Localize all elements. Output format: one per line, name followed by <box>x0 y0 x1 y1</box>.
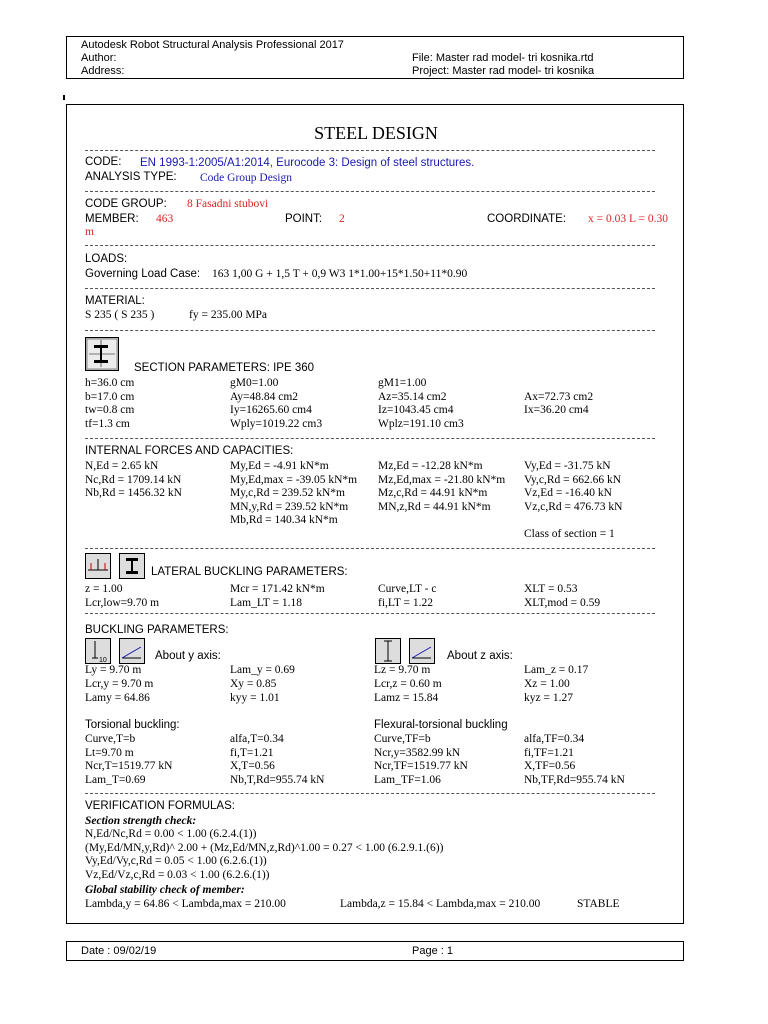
table-cell: gM1=1.00 <box>378 377 427 389</box>
table-cell: Ix=36.20 cm4 <box>524 404 589 416</box>
table-cell: Vy,c,Rd = 662.66 kN <box>524 473 622 486</box>
table-cell: kyy = 1.01 <box>230 692 280 704</box>
member-value: 463 <box>156 213 174 225</box>
forces-label: INTERNAL FORCES AND CAPACITIES: <box>85 445 294 457</box>
divider <box>85 191 655 192</box>
torsional-buckling-label: Torsional buckling: <box>85 719 180 731</box>
table-cell: Xy = 0.85 <box>230 678 277 690</box>
author-label: Author: <box>81 52 117 64</box>
table-cell: h=36.0 cm <box>85 377 135 389</box>
table-cell: Nb,Rd = 1456.32 kN <box>85 487 182 499</box>
table-cell: Wplz=191.10 cm3 <box>378 417 464 430</box>
table-cell: Lt=9.70 m <box>85 746 134 759</box>
table-cell: Ax=72.73 cm2 <box>524 390 594 403</box>
report-footer <box>66 941 684 961</box>
software-name: Autodesk Robot Structural Analysis Professional 2017 <box>81 39 344 51</box>
table-cell: MN,z,Rd = 44.91 kN*m <box>378 500 491 513</box>
steel-design-report <box>66 104 684 924</box>
table-cell: Mcr = 171.42 kN*m <box>230 583 325 595</box>
divider <box>85 330 655 331</box>
coordinate-value: x = 0.03 L = 0.30 <box>588 213 668 225</box>
y-axis-buckling-icon <box>85 638 111 664</box>
table-cell: kyz = 1.27 <box>524 692 573 704</box>
lambda-z-check: Lambda,z = 15.84 < Lambda,max = 210.00 <box>340 898 541 910</box>
member-label: MEMBER: <box>85 213 139 225</box>
table-cell: X,TF=0.56 <box>524 760 576 772</box>
section-class: Class of section = 1 <box>524 528 615 540</box>
slope-icon <box>119 638 145 664</box>
table-cell: Ay=48.84 cm2 <box>230 390 299 403</box>
table-cell: My,Ed = -4.91 kN*m <box>230 460 329 472</box>
table-cell: Mz,Ed = -12.28 kN*m <box>378 460 483 472</box>
file-name: File: Master rad model- tri kosnika.rtd <box>412 52 594 64</box>
governing-load-label: Governing Load Case: <box>85 268 201 280</box>
material-grade: S 235 ( S 235 ) <box>85 309 155 321</box>
table-cell: N,Ed = 2.65 kN <box>85 460 159 472</box>
table-cell: Lamy = 64.86 <box>85 692 150 704</box>
page-title: STEEL DESIGN <box>314 123 438 143</box>
report-date: Date : 09/02/19 <box>81 945 157 957</box>
table-cell: Iz=1043.45 cm4 <box>378 404 454 416</box>
analysis-type-value: Code Group Design <box>200 172 292 184</box>
table-cell: Vy,Ed = -31.75 kN <box>524 460 611 472</box>
table-cell: fi,LT = 1.22 <box>378 596 434 609</box>
verification-formula: Vz,Ed/Vz,c,Rd = 0.03 < 1.00 (6.2.6.(1)) <box>85 868 270 881</box>
point-label: POINT: <box>285 213 323 225</box>
table-cell: b=17.0 cm <box>85 390 135 403</box>
divider <box>85 150 655 151</box>
table-cell: Vz,c,Rd = 476.73 kN <box>524 500 623 513</box>
z-axis-buckling-icon <box>375 638 401 664</box>
divider <box>85 288 655 289</box>
table-cell: tf=1.3 cm <box>85 417 130 430</box>
table-cell: gM0=1.00 <box>230 377 279 389</box>
table-cell: Mz,Ed,max = -21.80 kN*m <box>378 473 506 486</box>
divider <box>85 245 655 246</box>
table-cell: X,T=0.56 <box>230 760 275 772</box>
table-cell: Iy=16265.60 cm4 <box>230 404 312 416</box>
page-number: Page : 1 <box>412 945 453 957</box>
table-cell: Nb,TF,Rd=955.74 kN <box>524 773 625 786</box>
loads-label: LOADS: <box>85 253 128 265</box>
table-cell: z = 1.00 <box>85 583 123 595</box>
table-cell: Az=35.14 cm2 <box>378 390 447 403</box>
section-icon <box>85 337 119 371</box>
table-cell: alfa,T=0.34 <box>230 733 284 745</box>
table-cell: My,c,Rd = 239.52 kN*m <box>230 487 345 499</box>
table-cell: fi,TF=1.21 <box>524 746 574 759</box>
coordinate-label: COORDINATE: <box>487 213 567 225</box>
beam-section-icon <box>119 553 145 579</box>
table-cell: Lam_LT = 1.18 <box>230 596 302 609</box>
slope-icon <box>409 638 435 664</box>
stability-status: STABLE <box>577 898 620 910</box>
table-cell: Ncr,T=1519.77 kN <box>85 760 173 772</box>
table-cell: Ncr,y=3582.99 kN <box>374 746 461 759</box>
verification-formula: N,Ed/Nc,Rd = 0.00 < 1.00 (6.2.4.(1)) <box>85 828 257 840</box>
table-cell: XLT = 0.53 <box>524 583 578 595</box>
code-group-label: CODE GROUP: <box>85 198 167 210</box>
table-cell: Ncr,TF=1519.77 kN <box>374 760 468 772</box>
table-cell: Mb,Rd = 140.34 kN*m <box>230 514 338 526</box>
buckling-label: BUCKLING PARAMETERS: <box>85 624 229 636</box>
table-cell: XLT,mod = 0.59 <box>524 596 601 609</box>
divider <box>85 438 655 439</box>
table-cell: Lcr,z = 0.60 m <box>374 678 442 690</box>
section-label: SECTION PARAMETERS: IPE 360 <box>134 362 315 374</box>
table-cell: Lcr,low=9.70 m <box>85 596 160 609</box>
address-label: Address: <box>81 65 125 77</box>
verification-label: VERIFICATION FORMULAS: <box>85 800 235 812</box>
table-cell: Vz,Ed = -16.40 kN <box>524 487 612 499</box>
lateral-buckling-icon <box>85 553 111 579</box>
table-cell: Lam_z = 0.17 <box>524 664 589 676</box>
table-cell: Curve,LT - c <box>378 583 437 595</box>
code-group-value: 8 Fasadni stubovi <box>187 198 269 210</box>
table-cell: Mz,c,Rd = 44.91 kN*m <box>378 487 488 499</box>
report-header <box>66 36 684 79</box>
governing-load-value: 163 1,00 G + 1,5 T + 0,9 W3 1*1.00+15*1.50+11*0.90 <box>212 268 468 280</box>
material-fy: fy = 235.00 MPa <box>189 309 268 321</box>
table-cell: Nb,T,Rd=955.74 kN <box>230 773 325 786</box>
table-cell: Lcr,y = 9.70 m <box>85 678 154 690</box>
table-cell: Xz = 1.00 <box>524 678 570 690</box>
table-cell: Wply=1019.22 cm3 <box>230 417 323 430</box>
verification-formula: (My,Ed/MN,y,Rd)^ 2.00 + (Mz,Ed/MN,z,Rd)^1.00 = 0.27 < 1.00 (6.2.9.1.(6)) <box>85 841 444 854</box>
divider <box>85 793 655 794</box>
lambda-y-check: Lambda,y = 64.86 < Lambda,max = 210.00 <box>85 898 286 910</box>
table-cell: Lam_y = 0.69 <box>230 664 295 676</box>
divider <box>85 548 655 549</box>
lateral-buckling-label: LATERAL BUCKLING PARAMETERS: <box>151 566 348 578</box>
table-cell: tw=0.8 cm <box>85 404 135 416</box>
table-cell: Nc,Rd = 1709.14 kN <box>85 473 182 486</box>
code-value: EN 1993-1:2005/A1:2014, Eurocode 3: Design of steel structures. <box>140 157 475 169</box>
table-cell: Curve,T=b <box>85 733 136 745</box>
table-cell: Curve,TF=b <box>374 733 431 745</box>
table-cell: Lam_T=0.69 <box>85 773 146 786</box>
flexural-torsional-label: Flexural-torsional buckling <box>374 719 508 731</box>
table-cell: Ly = 9.70 m <box>85 664 142 676</box>
table-cell: My,Ed,max = -39.05 kN*m <box>230 473 358 486</box>
code-label: CODE: <box>85 156 122 168</box>
table-cell: Lz = 9.70 m <box>374 664 431 676</box>
global-stability-label: Global stability check of member: <box>85 884 245 896</box>
project-name: Project: Master rad model- tri kosnika <box>412 65 595 77</box>
analysis-type-label: ANALYSIS TYPE: <box>85 171 177 183</box>
about-y-label: About y axis: <box>155 650 221 662</box>
table-cell: alfa,TF=0.34 <box>524 733 585 745</box>
material-label: MATERIAL: <box>85 295 145 307</box>
about-z-label: About z axis: <box>447 650 513 662</box>
table-cell: Lamz = 15.84 <box>374 692 439 704</box>
table-cell: MN,y,Rd = 239.52 kN*m <box>230 500 349 513</box>
svg-text:10: 10 <box>99 657 107 664</box>
verification-formula: Vy,Ed/Vy,c,Rd = 0.05 < 1.00 (6.2.6.(1)) <box>85 855 267 867</box>
margin-mark <box>63 95 65 100</box>
table-cell: Lam_TF=1.06 <box>374 773 441 786</box>
divider <box>85 613 655 614</box>
section-strength-check-label: Section strength check: <box>85 815 197 827</box>
table-cell: fi,T=1.21 <box>230 746 274 759</box>
coordinate-unit: m <box>85 226 94 238</box>
point-value: 2 <box>339 213 345 225</box>
